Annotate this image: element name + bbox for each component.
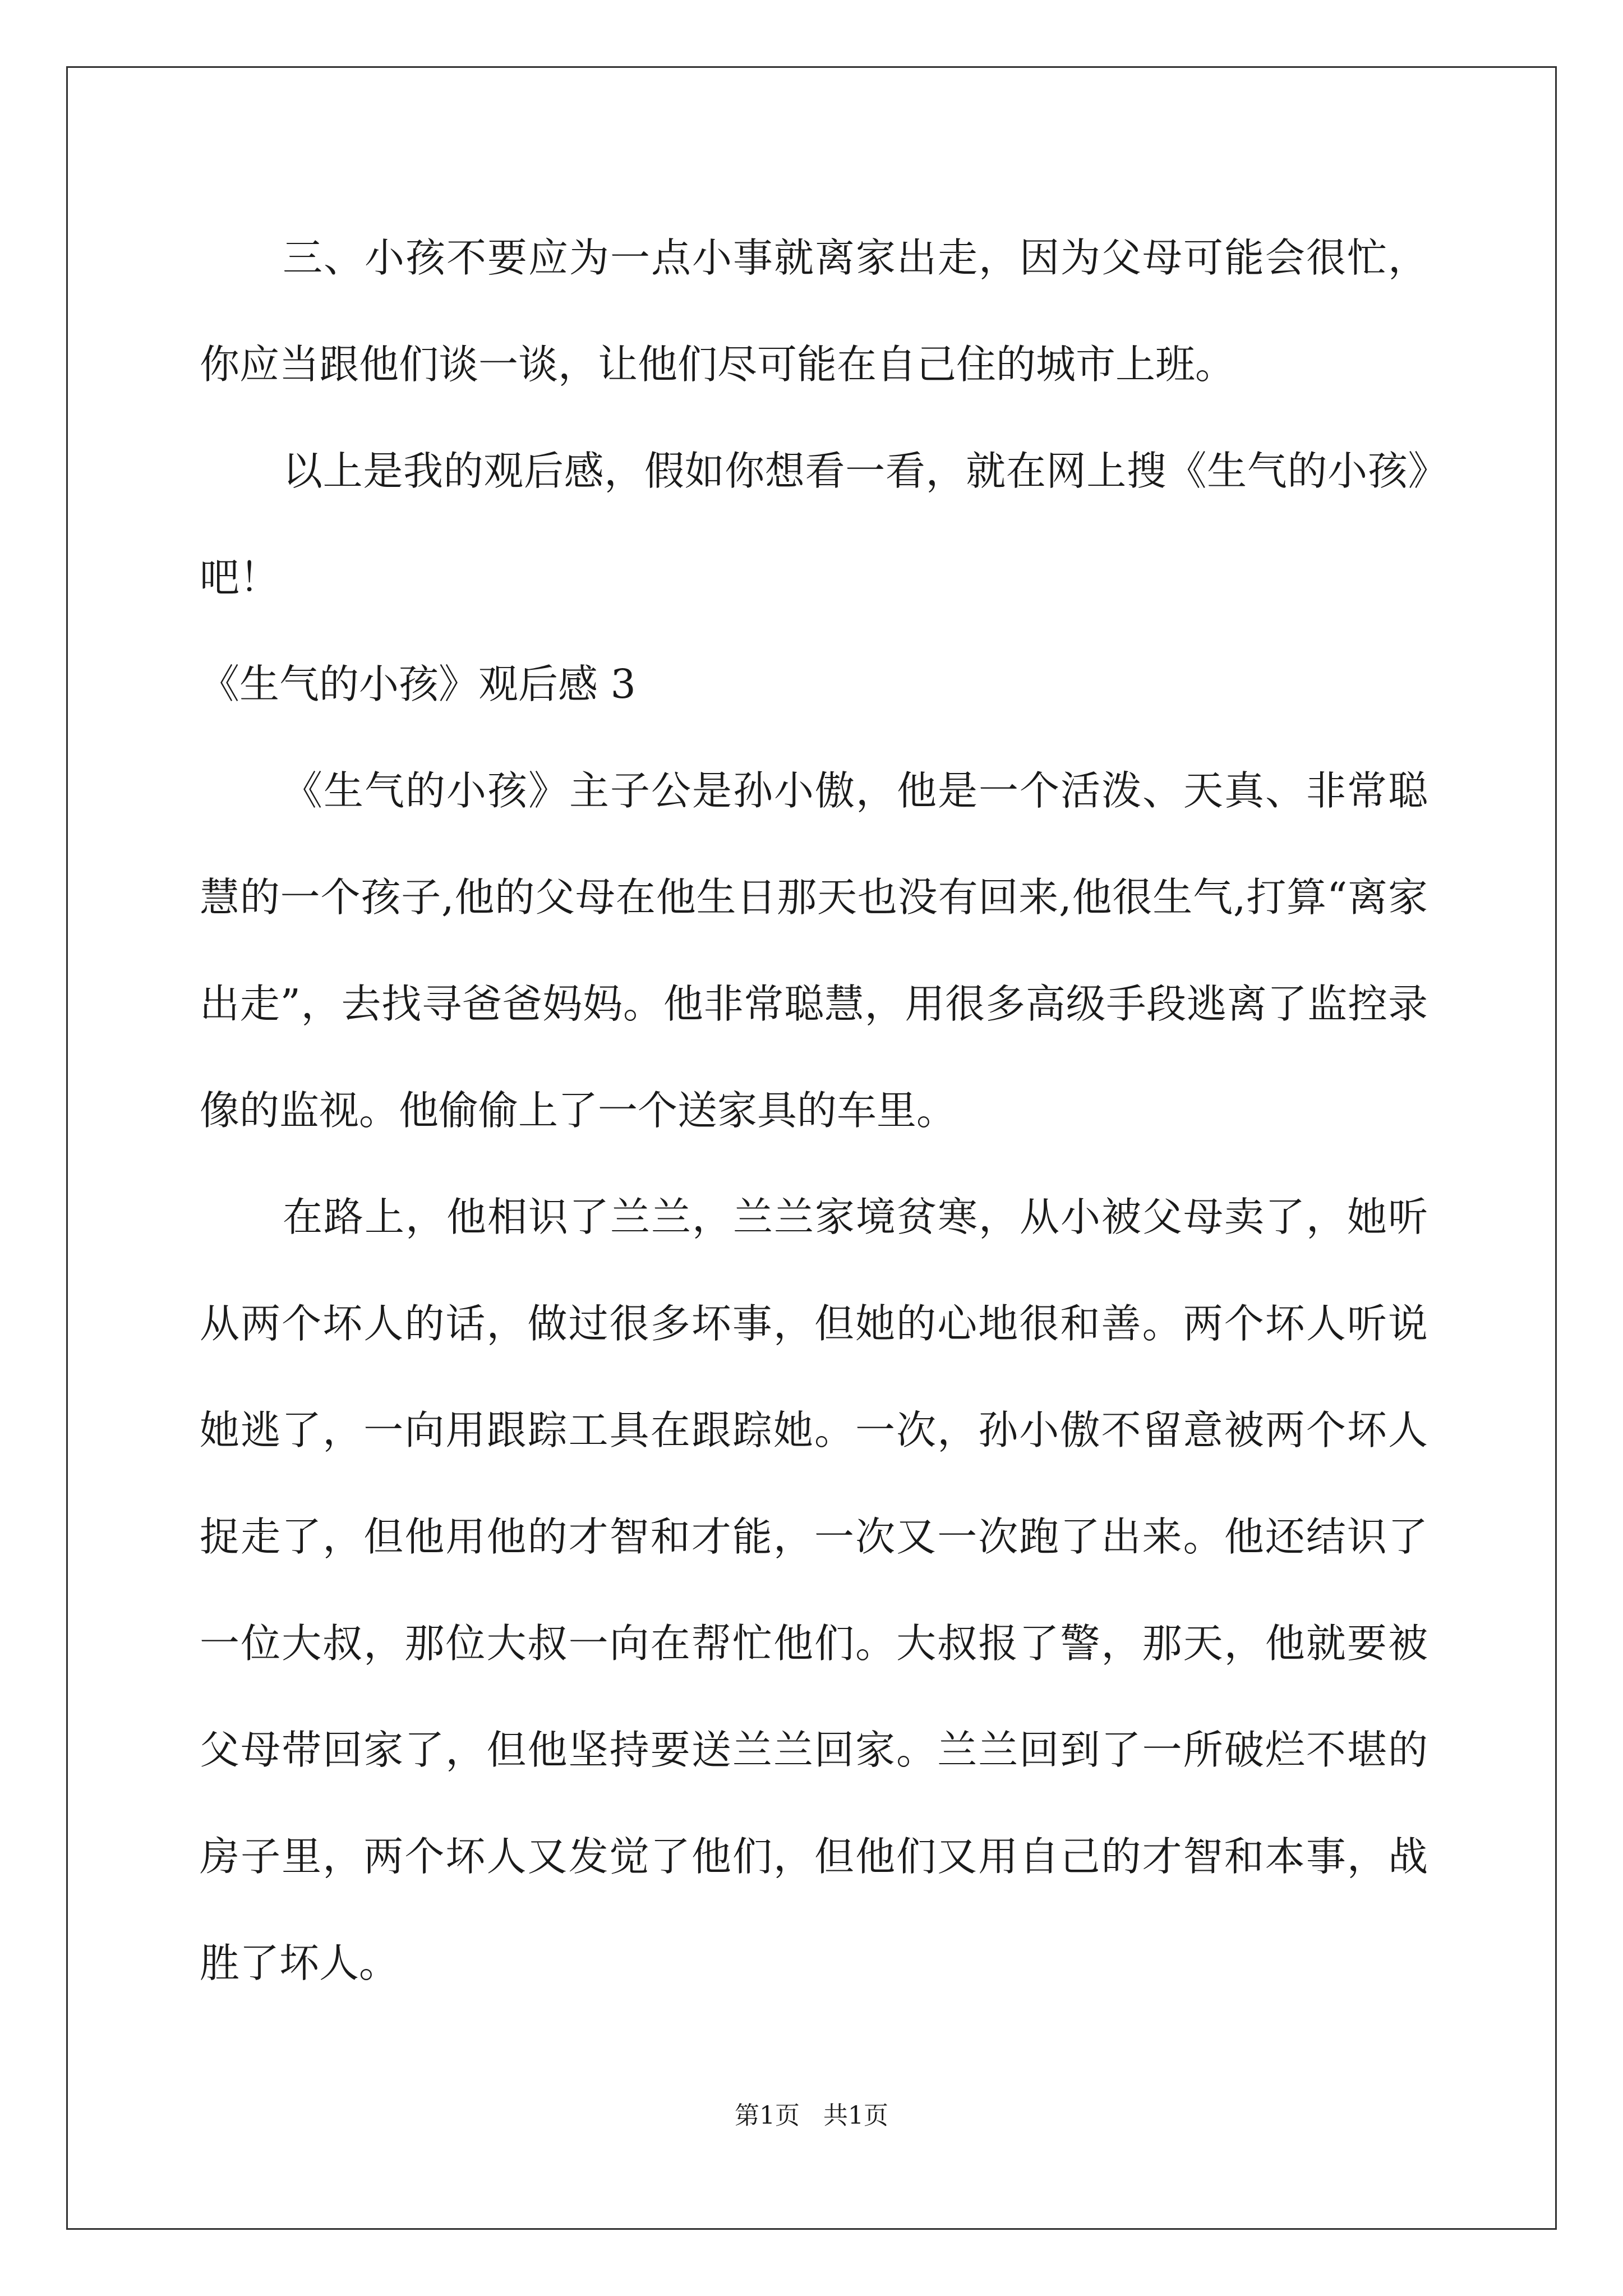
section-heading: 《生气的小孩》观后感 3: [200, 661, 636, 707]
page-number: 第1页: [735, 2101, 800, 2130]
paragraph-conclusion: 以上是我的观后感，假如你想看一看，就在网上搜《生气的小孩》吧！: [200, 448, 1428, 601]
page-footer: [0, 2095, 1623, 2131]
paragraph-story-intro: 《生气的小孩》主子公是孙小傲，他是一个活泼、天真、非常聪慧的一个孩子,他的父母在他生日那天也没有回来,他很生气,打算“离家出走”，去找寻爸爸妈妈。他非常聪慧，用很多高级手段逃离了监控录像的监视。他偷偷上了一个送家具的车里。: [200, 767, 1428, 1134]
paragraph-story-plot: 在路上，他相识了兰兰，兰兰家境贫寒，从小被父母卖了，她听从两个坏人的话，做过很多坏事，但她的心地很和善。两个坏人听说她逃了，一向用跟踪工具在跟踪她。一次，孙小傲不留意被两个坏人捉走了，但他用他的才智和才能，一次又一次跑了出来。他还结识了一位大叔，那位大叔一向在帮忙他们。大叔报了警，那天，他就要被父母带回家了，但他坚持要送兰兰回家。兰兰回到了一所破烂不堪的房子里，两个坏人又发觉了他们，但他们又用自己的才智和本事，战胜了坏人。: [200, 1194, 1428, 1986]
page-total: 共1页: [823, 2101, 888, 2130]
paragraph-advice: 三、小孩不要应为一点小事就离家出走，因为父母可能会很忙，你应当跟他们谈一谈，让他们尽可能在自己住的城市上班。: [200, 234, 1428, 388]
document-body: [200, 205, 1428, 2017]
